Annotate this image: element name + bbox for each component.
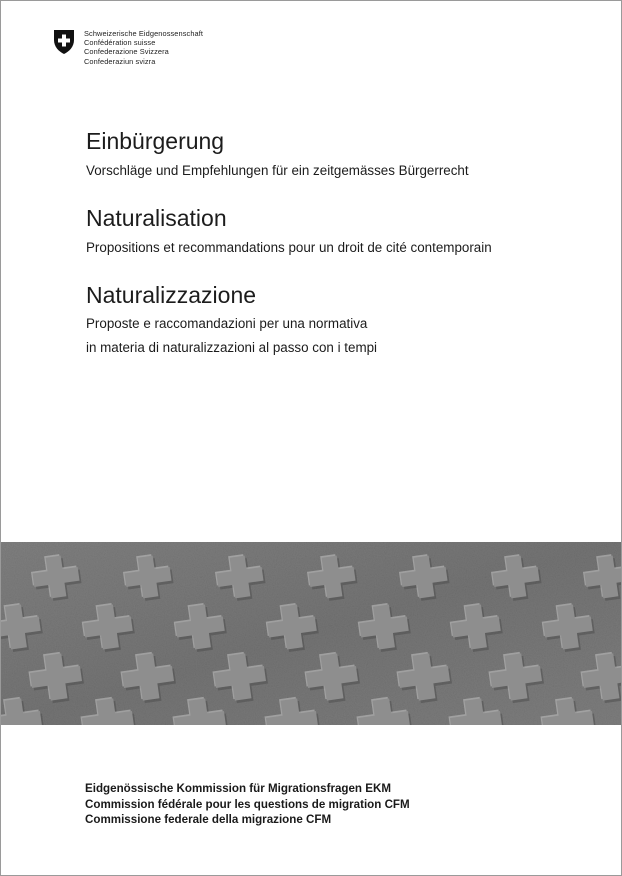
federal-header	[53, 29, 203, 66]
commission-footer	[85, 781, 410, 828]
embossed-swiss-crosses-texture	[1, 542, 621, 725]
federal-name-it: Confederazione Svizzera	[84, 47, 169, 57]
embossed-crosses-band	[1, 542, 621, 725]
subtitle-french: Propositions et recommandations pour un droit de cité contemporain	[86, 240, 492, 255]
subtitle-german: Vorschläge und Empfehlungen für ein zeitgemässes Bürgerrecht	[86, 163, 469, 178]
federal-name-de: Schweizerische Eidgenossenschaft	[84, 29, 204, 38]
title-block-german	[86, 128, 469, 179]
title-french: Naturalisation	[86, 205, 227, 231]
federal-name-fr: Confédération suisse	[84, 38, 156, 48]
federal-name-rm: Confederaziun svizra	[84, 56, 156, 66]
footer-line-de: Eidgenössische Kommission für Migrationsfragen EKM	[85, 782, 391, 795]
subtitle-italian-line-2: in materia di naturalizzazioni al passo con i tempi	[86, 340, 378, 355]
swiss-cross-shield-icon	[53, 29, 75, 55]
title-block-italian	[86, 282, 377, 356]
footer-line-it: Commissione federale della migrazione CFM	[85, 813, 332, 826]
footer-line-fr: Commission fédérale pour les questions de migration CFM	[85, 797, 410, 811]
federal-names	[84, 29, 203, 66]
title-german: Einbürgerung	[86, 128, 225, 154]
subtitle-italian-line-1: Proposte e raccomandazioni per una normativa	[86, 316, 368, 331]
title-block-french	[86, 205, 492, 256]
title-italian: Naturalizzazione	[86, 282, 257, 308]
